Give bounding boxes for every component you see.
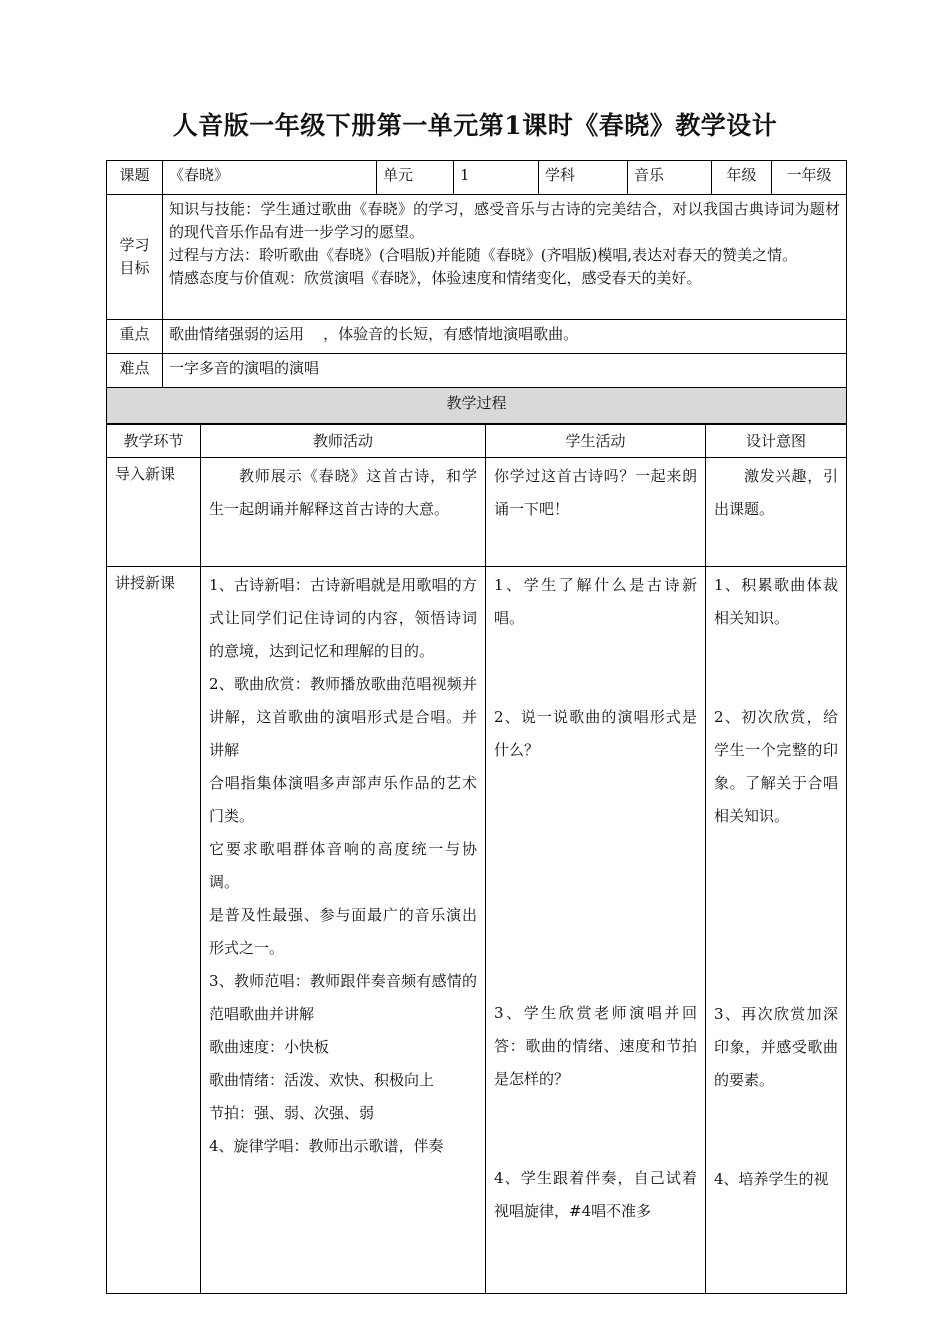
process-header-row xyxy=(107,425,847,458)
teacher-chorus-def: 合唱指集体演唱多声部声乐作品的艺术门类。 xyxy=(209,774,477,825)
topic-value: 《春晓》 xyxy=(163,161,377,195)
teacher-step-4: 4、旋律学唱：教师出示歌谱，伴奏 xyxy=(209,1137,444,1155)
teacher-chorus-req: 它要求歌唱群体音响的高度统一与协调。 xyxy=(209,840,477,891)
header-intent: 设计意图 xyxy=(706,425,847,458)
intro-row xyxy=(107,458,847,567)
process-section-title: 教学过程 xyxy=(107,388,847,424)
key-point-label: 重点 xyxy=(107,320,163,354)
goals-label: 学习目标 xyxy=(107,195,163,320)
unit-label: 单元 xyxy=(377,161,454,195)
goals-row xyxy=(107,195,847,320)
lecture-student xyxy=(486,567,706,1294)
teacher-step-3: 3、教师范唱：教师跟伴奏音频有感情的范唱歌曲并讲解 xyxy=(209,972,477,1023)
intro-student: 你学过这首古诗吗？一起来朗诵一下吧！ xyxy=(486,458,706,567)
teacher-meter: 节拍：强、弱、次强、弱 xyxy=(209,1104,375,1122)
student-step-1: 1、学生了解什么是古诗新唱。 xyxy=(494,576,697,627)
info-row xyxy=(107,161,847,195)
difficulty-value: 一字多音的演唱的演唱 xyxy=(163,354,847,388)
lecture-teacher xyxy=(201,567,486,1294)
teacher-chorus-pop: 是普及性最强、参与面最广的音乐演出形式之一。 xyxy=(209,906,477,957)
intro-intent: 激发兴趣，引出课题。 xyxy=(706,458,847,567)
info-table xyxy=(106,160,847,424)
teacher-step-1: 1、古诗新唱：古诗新唱就是用歌唱的方式让同学们记住诗词的内容，领悟诗词的意境，达到记忆和理解的目的。 xyxy=(209,576,477,660)
lecture-row xyxy=(107,567,847,1294)
intro-stage: 导入新课 xyxy=(107,458,201,567)
lecture-stage: 讲授新课 xyxy=(107,567,201,1294)
header-teacher: 教师活动 xyxy=(201,425,486,458)
goals-content xyxy=(163,195,847,320)
teacher-step-2: 2、歌曲欣赏：教师播放歌曲范唱视频并讲解，这首歌曲的演唱形式是合唱。并讲解 xyxy=(209,675,477,759)
intro-teacher: 教师展示《春晓》这首古诗，和学生一起朗诵并解释这首古诗的大意。 xyxy=(201,458,486,567)
student-step-2: 2、说一说歌曲的演唱形式是什么？ xyxy=(494,708,697,759)
subject-value: 音乐 xyxy=(628,161,712,195)
difficulty-row xyxy=(107,354,847,388)
goal-process: 过程与方法：聆听歌曲《春晓》(合唱版)并能随《春晓》(齐唱版)模唱,表达对春天的赞美之情。 xyxy=(169,246,798,264)
key-point-row xyxy=(107,320,847,354)
student-step-4: 4、学生跟着伴奏，自己试着视唱旋律，#4唱不准多 xyxy=(494,1169,697,1220)
lesson-plan-document xyxy=(106,160,846,1294)
difficulty-label: 难点 xyxy=(107,354,163,388)
grade-label: 年级 xyxy=(712,161,772,195)
intent-step-4: 4、培养学生的视 xyxy=(714,1170,829,1188)
header-stage: 教学环节 xyxy=(107,425,201,458)
subject-label: 学科 xyxy=(539,161,628,195)
student-step-3: 3、学生欣赏老师演唱并回答：歌曲的情绪、速度和节拍是怎样的？ xyxy=(494,1004,697,1088)
intent-step-2: 2、初次欣赏，给学生一个完整的印象。了解关于合唱相关知识。 xyxy=(714,708,838,825)
lecture-intent xyxy=(706,567,847,1294)
page-title: 人音版一年级下册第一单元第1课时《春晓》教学设计 xyxy=(172,111,778,140)
intent-step-1: 1、积累歌曲体裁相关知识。 xyxy=(714,576,838,627)
header-student: 学生活动 xyxy=(486,425,706,458)
intent-step-3: 3、再次欣赏加深印象，并感受歌曲的要素。 xyxy=(714,1005,838,1089)
grade-value: 一年级 xyxy=(772,161,847,195)
key-point-value: 歌曲情绪强弱的运用 ，体验音的长短，有感情地演唱歌曲。 xyxy=(163,320,847,354)
teacher-tempo: 歌曲速度：小快板 xyxy=(209,1038,330,1056)
process-title-row xyxy=(107,388,847,424)
goal-attitude: 情感态度与价值观：欣赏演唱《春晓》，体验速度和情绪变化，感受春天的美好。 xyxy=(169,269,702,287)
process-table xyxy=(106,424,847,1294)
topic-label: 课题 xyxy=(107,161,163,195)
unit-value: 1 xyxy=(454,161,539,195)
teacher-mood: 歌曲情绪：活泼、欢快、积极向上 xyxy=(209,1071,435,1089)
goal-knowledge: 知识与技能：学生通过歌曲《春晓》的学习，感受音乐与古诗的完美结合，对以我国古典诗词为题材的现代音乐作品有进一步学习的愿望。 xyxy=(169,200,840,241)
